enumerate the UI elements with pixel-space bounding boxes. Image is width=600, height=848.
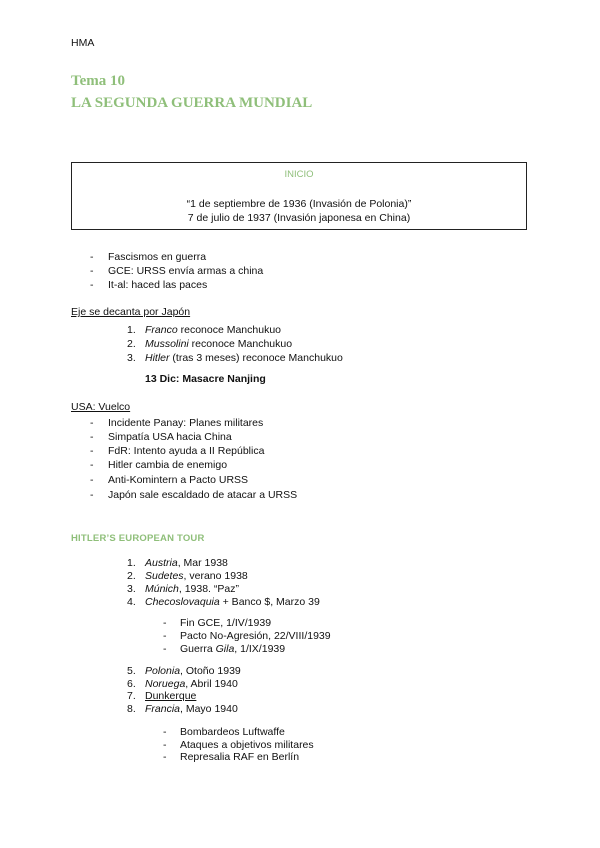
italic-term: Múnich [145,583,179,595]
bullet-dash: - [163,617,167,629]
list-item: Hitler cambia de enemigo [108,459,228,471]
italic-term: Noruega [145,678,186,690]
bullet-dash: - [90,474,94,486]
italic-term: Mussolini [145,338,189,350]
list-number: 8. [127,703,136,715]
list-item-text: , Mar 1938 [177,557,228,569]
sub-item-text: Pacto No-Agresión, 22/VIII/1939 [180,630,331,642]
list-number: 3. [127,583,136,595]
list-number: 2. [127,338,136,350]
italic-term: Hitler [145,352,170,364]
bullet-dash: - [90,265,94,277]
bullet-dash: - [163,726,167,738]
sub-item-text: Guerra [180,643,216,655]
list-item-text: reconoce Manchukuo [177,324,282,336]
inicio-box [71,162,527,230]
list-number: 3. [127,352,136,364]
inicio-line-2: 7 de julio de 1937 (Invasión japonesa en China) [187,212,411,224]
bullet-dash: - [163,630,167,642]
italic-term: Franco [145,324,178,336]
tour-heading: HITLER’S EUROPEAN TOUR [71,533,205,544]
sub-item-text: , 1/IX/1939 [234,643,286,655]
sub-item-text: Fin GCE, 1/IV/1939 [180,617,272,629]
bullet-dash: - [90,279,94,291]
list-item: Anti-Komintern a Pacto URSS [108,474,249,486]
list-item-text: reconoce Manchukuo [188,338,293,350]
sub-item-text: Bombardeos Luftwaffe [180,726,285,738]
list-item: Simpatía USA hacia China [108,431,232,443]
list-number: 4. [127,596,136,608]
list-item-text: , Abril 1940 [185,678,238,690]
list-item: FdR: Intento ayuda a II República [108,445,265,457]
nanjing-note: 13 Dic: Masacre Nanjing [145,373,266,385]
bullet-dash: - [90,431,94,443]
bullet-dash: - [163,643,167,655]
inicio-heading: INICIO [284,169,314,180]
list-item-text: + Banco $, Marzo 39 [219,596,320,608]
bullet-dash: - [90,459,94,471]
document-header: HMA [71,37,95,49]
list-number: 1. [127,557,136,569]
bullet-dash: - [90,489,94,501]
usa-heading: USA: Vuelco [71,401,131,413]
italic-term: Austria [145,557,178,569]
list-item: Fascismos en guerra [108,251,207,263]
italic-term: Sudetes [145,570,184,582]
list-number: 1. [127,324,136,336]
list-item-text: , 1938. “Paz” [178,583,239,595]
italic-term: Gila [215,643,235,655]
bullet-dash: - [90,251,94,263]
list-item-text: , Otoño 1939 [180,665,241,677]
italic-term: Polonia [145,665,181,677]
inicio-line-1: “1 de septiembre de 1936 (Invasión de Polonia)” [186,198,412,210]
list-number: 7. [127,690,136,702]
bullet-dash: - [163,739,167,751]
italic-term: Checoslovaquia [145,596,220,608]
eje-heading: Eje se decanta por Japón [71,306,191,318]
page-title: LA SEGUNDA GUERRA MUNDIAL [71,95,313,111]
bullet-dash: - [163,751,167,763]
list-item-text: Dunkerque [145,690,197,702]
page-title-topic: Tema 10 [71,73,126,89]
list-number: 5. [127,665,136,677]
list-item-text: (tras 3 meses) reconoce Manchukuo [169,352,343,364]
list-item-text: , Mayo 1940 [180,703,238,715]
sub-item-text: Ataques a objetivos militares [180,739,314,751]
list-item-text: , verano 1938 [183,570,248,582]
sub-item-text: Represalia RAF en Berlín [180,751,300,763]
bullet-dash: - [90,445,94,457]
list-item: GCE: URSS envía armas a china [108,265,264,277]
list-item: It-al: haced las paces [108,279,208,291]
bullet-dash: - [90,417,94,429]
list-number: 6. [127,678,136,690]
list-item: Incidente Panay: Planes militares [108,417,264,429]
italic-term: Francia [145,703,181,715]
list-item: Japón sale escaldado de atacar a URSS [108,489,298,501]
list-number: 2. [127,570,136,582]
